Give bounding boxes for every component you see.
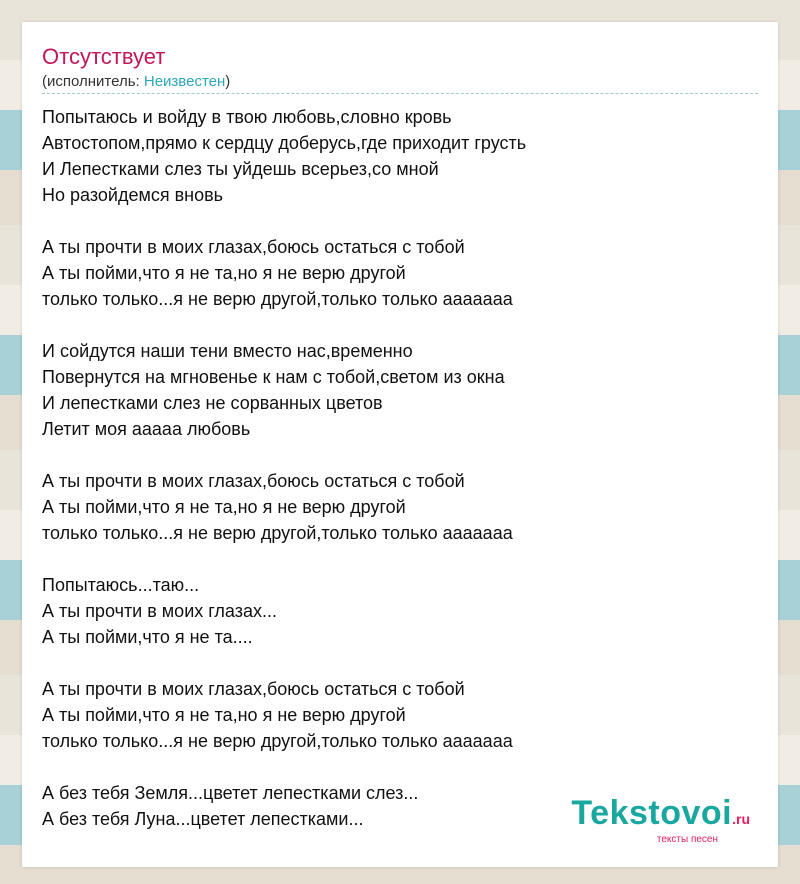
logo-wordmark: [571, 796, 750, 836]
logo-name: Tekstovoi: [571, 794, 733, 832]
logo-tagline: тексты песен: [656, 834, 718, 845]
stanza: [42, 468, 762, 546]
lyric-line: И Лепестками слез ты уйдешь всерьез,со мной: [42, 159, 439, 179]
lyric-line: А без тебя Земля...цветет лепестками слез...: [42, 783, 419, 803]
lyric-line: А без тебя Луна...цветет лепестками...: [42, 809, 364, 829]
lyric-line: И лепестками слез не сорванных цветов: [42, 393, 383, 413]
artist-prefix: (исполнитель:: [42, 73, 144, 90]
lyric-line: Попытаюсь...таю...: [42, 575, 200, 595]
lyric-line: Автостопом,прямо к сердцу доберусь,где приходит грусть: [42, 133, 527, 153]
lyric-line: И сойдутся наши тени вместо нас,временно: [42, 341, 413, 361]
lyric-line: только только...я не верю другой,только только ааааааа: [42, 289, 513, 309]
lyric-line: Летит моя ааааа любовь: [42, 419, 251, 439]
lyric-line: А ты пойми,что я не та,но я не верю другой: [42, 497, 406, 517]
lyric-line: А ты пойми,что я не та,но я не верю другой: [42, 263, 406, 283]
title-divider: [42, 93, 758, 94]
stanza: [42, 572, 762, 650]
stanza: [42, 338, 762, 442]
site-logo[interactable]: [571, 796, 750, 845]
song-title: Отсутствует: [42, 44, 166, 69]
lyric-line: А ты прочти в моих глазах,боюсь остаться с тобой: [42, 471, 465, 491]
lyric-line: Попытаюсь и войду в твою любовь,словно кровь: [42, 107, 452, 127]
lyrics-card: [22, 22, 778, 867]
lyric-line: только только...я не верю другой,только только ааааааа: [42, 731, 513, 751]
artist-suffix: ): [225, 73, 231, 90]
logo-tld: .ru: [732, 811, 750, 827]
lyric-line: А ты пойми,что я не та....: [42, 627, 253, 647]
lyric-line: А ты прочти в моих глазах...: [42, 601, 277, 621]
lyric-line: А ты прочти в моих глазах,боюсь остаться с тобой: [42, 679, 465, 699]
lyric-line: только только...я не верю другой,только только ааааааа: [42, 523, 513, 543]
stanza: [42, 104, 762, 208]
artist-link[interactable]: Неизвестен: [143, 73, 226, 90]
artist-info: [42, 73, 230, 91]
stanza: [42, 676, 762, 754]
lyric-line: А ты пойми,что я не та,но я не верю другой: [42, 705, 406, 725]
lyric-line: Повернутся на мгновенье к нам с тобой,светом из окна: [42, 367, 505, 387]
lyrics-body: [42, 104, 762, 858]
stanza: [42, 234, 762, 312]
lyric-line: А ты прочти в моих глазах,боюсь остаться с тобой: [42, 237, 465, 257]
lyric-line: Но разойдемся вновь: [42, 185, 224, 205]
